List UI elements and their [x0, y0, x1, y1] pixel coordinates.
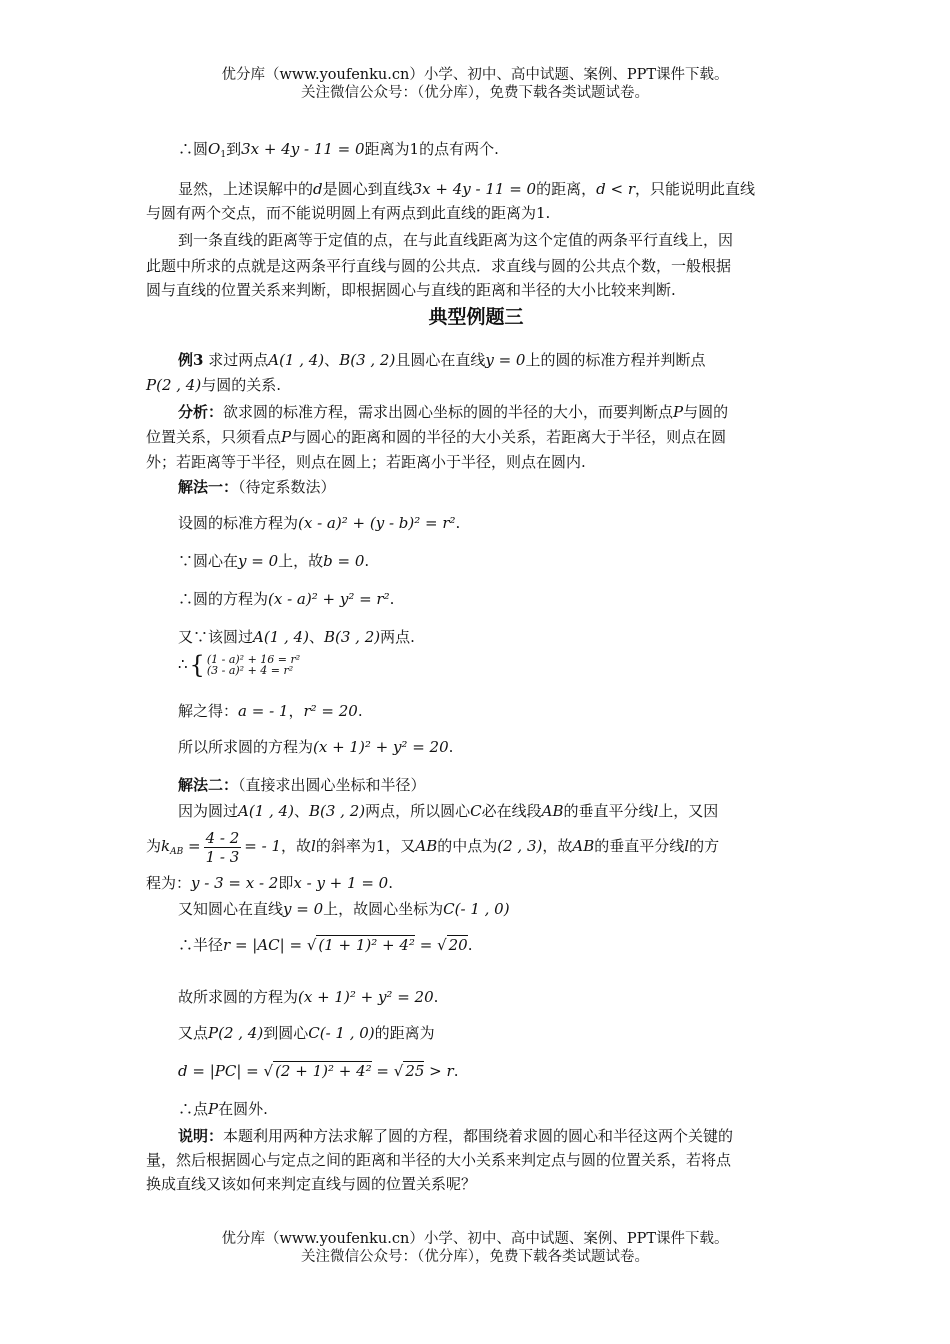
analysis-line-2: 位置关系，只须看点P与圆心的距离和圆的半径的大小关系，若距离大于半径，则点在圆 [146, 428, 727, 446]
method-2-conclusion: ∴点P在圆外. [178, 1100, 268, 1118]
paragraph-1-line-1: 显然，上述误解中的d是圆心到直线3x + 4y - 11 = 0的距离，d < r，只能说明此直线 [178, 180, 756, 198]
page-footer [0, 1230, 950, 1266]
method-2-distance-intro: 又点P(2 , 4)到圆心C(- 1 , 0)的距离为 [178, 1024, 435, 1042]
paragraph-1-line-2: 与圆有两个交点，而不能说明圆上有两点到此直线的距离为1. [146, 204, 551, 222]
brace-symbol: { [189, 651, 205, 679]
analysis-label: 分析： [178, 403, 224, 421]
method-2-radius: ∴半径r = |AC| = √ (1 + 1)² + 4² = √ 20. [178, 936, 473, 954]
example-label: 例3 [178, 351, 204, 369]
header-line-1: 优分库（www.youfenku.cn）小学、初中、高中试题、案例、PPT课件下载。 [221, 67, 729, 83]
header-line-2: 关注微信公众号：（优分库），免费下载各类试题试卷。 [301, 85, 649, 101]
method-1-system: ∴{ (1 - a)² + 16 = r² (3 - a)² + 4 = r² [178, 651, 301, 679]
paragraph-2-line-3: 圆与直线的位置关系来判断，即根据圆心与直线的距离和半径的大小比较来判断. [146, 281, 676, 299]
method-1-step-1: 设圆的标准方程为(x - a)² + (y - b)² = r². [178, 514, 461, 532]
example-line-1: 例3 求过两点A(1 , 4)、B(3 , 2)且圆心在直线y = 0上的圆的标准方程并判断点 [178, 351, 706, 369]
example-line-2: P(2 , 4)与圆的关系. [146, 376, 281, 394]
paragraph-2-line-2: 此题中所求的点就是这两条平行直线与圆的公共点．求直线与圆的公共点个数，一般根据 [146, 257, 732, 275]
method-1-heading: 解法一：（待定系数法） [178, 478, 336, 496]
footer-line-2: 关注微信公众号：（优分库），免费下载各类试题试卷。 [301, 1249, 649, 1265]
paragraph-2-line-1: 到一条直线的距离等于定值的点，在与此直线距离为这个定值的两条平行直线上，因 [178, 231, 734, 249]
method-1-result: 所以所求圆的方程为(x + 1)² + y² = 20. [178, 738, 454, 756]
method-1-solution: 解之得：a = - 1，r² = 20. [178, 702, 363, 720]
note-line-2: 量，然后根据圆心与定点之间的距离和半径的大小关系来判定点与圆的位置关系，若将点 [146, 1151, 732, 1169]
note-label: 说明： [178, 1127, 224, 1145]
method-2-line-1: 因为圆过A(1 , 4)、B(3 , 2)两点，所以圆心C必在线段AB的垂直平分线l上，又因 [178, 802, 719, 820]
footer-line-1: 优分库（www.youfenku.cn）小学、初中、高中试题、案例、PPT课件下载。 [221, 1231, 729, 1247]
method-2-line-4: 又知圆心在直线y = 0上，故圆心坐标为C(- 1 , 0) [178, 900, 510, 918]
conclusion-line: ∴圆$O_1$到3x + 4y - 11 = 0距离为1的点有两个. [178, 140, 499, 160]
method-1-step-4: 又∵该圆过A(1 , 4)、B(3 , 2)两点. [178, 628, 415, 646]
method-2-heading: 解法二：（直接求出圆心坐标和半径） [178, 776, 426, 794]
method-2-line-3: 程为：y - 3 = x - 2即x - y + 1 = 0. [146, 874, 393, 892]
section-title: 典型例题三 [428, 306, 524, 328]
note-line-3: 换成直线又该如何来判定直线与圆的位置关系呢？ [146, 1175, 477, 1193]
method-1-step-2: ∵圆心在y = 0上，故b = 0. [178, 552, 370, 570]
method-2-distance: d = |PC| = √ (2 + 1)² + 4² = √ 25 > r. [178, 1062, 459, 1080]
slope-fraction: $\frac{4 - 2}{1 - 3}$ [205, 828, 240, 866]
method-2-line-2: 为$k_{AB}$ = $\frac{4 - 2}{1 - 3}$ = - 1，故l的斜率为1，又AB的中点为(2 , 3)，故AB的垂直平分线l的方 [146, 828, 720, 866]
analysis-line-3: 外；若距离等于半径，则点在圆上；若距离小于半径，则点在圆内. [146, 453, 586, 471]
method-1-step-3: ∴圆的方程为(x - a)² + y² = r². [178, 590, 395, 608]
page-header [0, 66, 950, 102]
note-line-1: 说明：本题利用两种方法求解了圆的方程，都围绕着求圆的圆心和半径这两个关键的 [178, 1127, 734, 1145]
analysis-line-1: 分析：欲求圆的标准方程，需求出圆心坐标的圆的半径的大小，而要判断点P与圆的 [178, 403, 729, 421]
method-2-result: 故所求圆的方程为(x + 1)² + y² = 20. [178, 988, 439, 1006]
